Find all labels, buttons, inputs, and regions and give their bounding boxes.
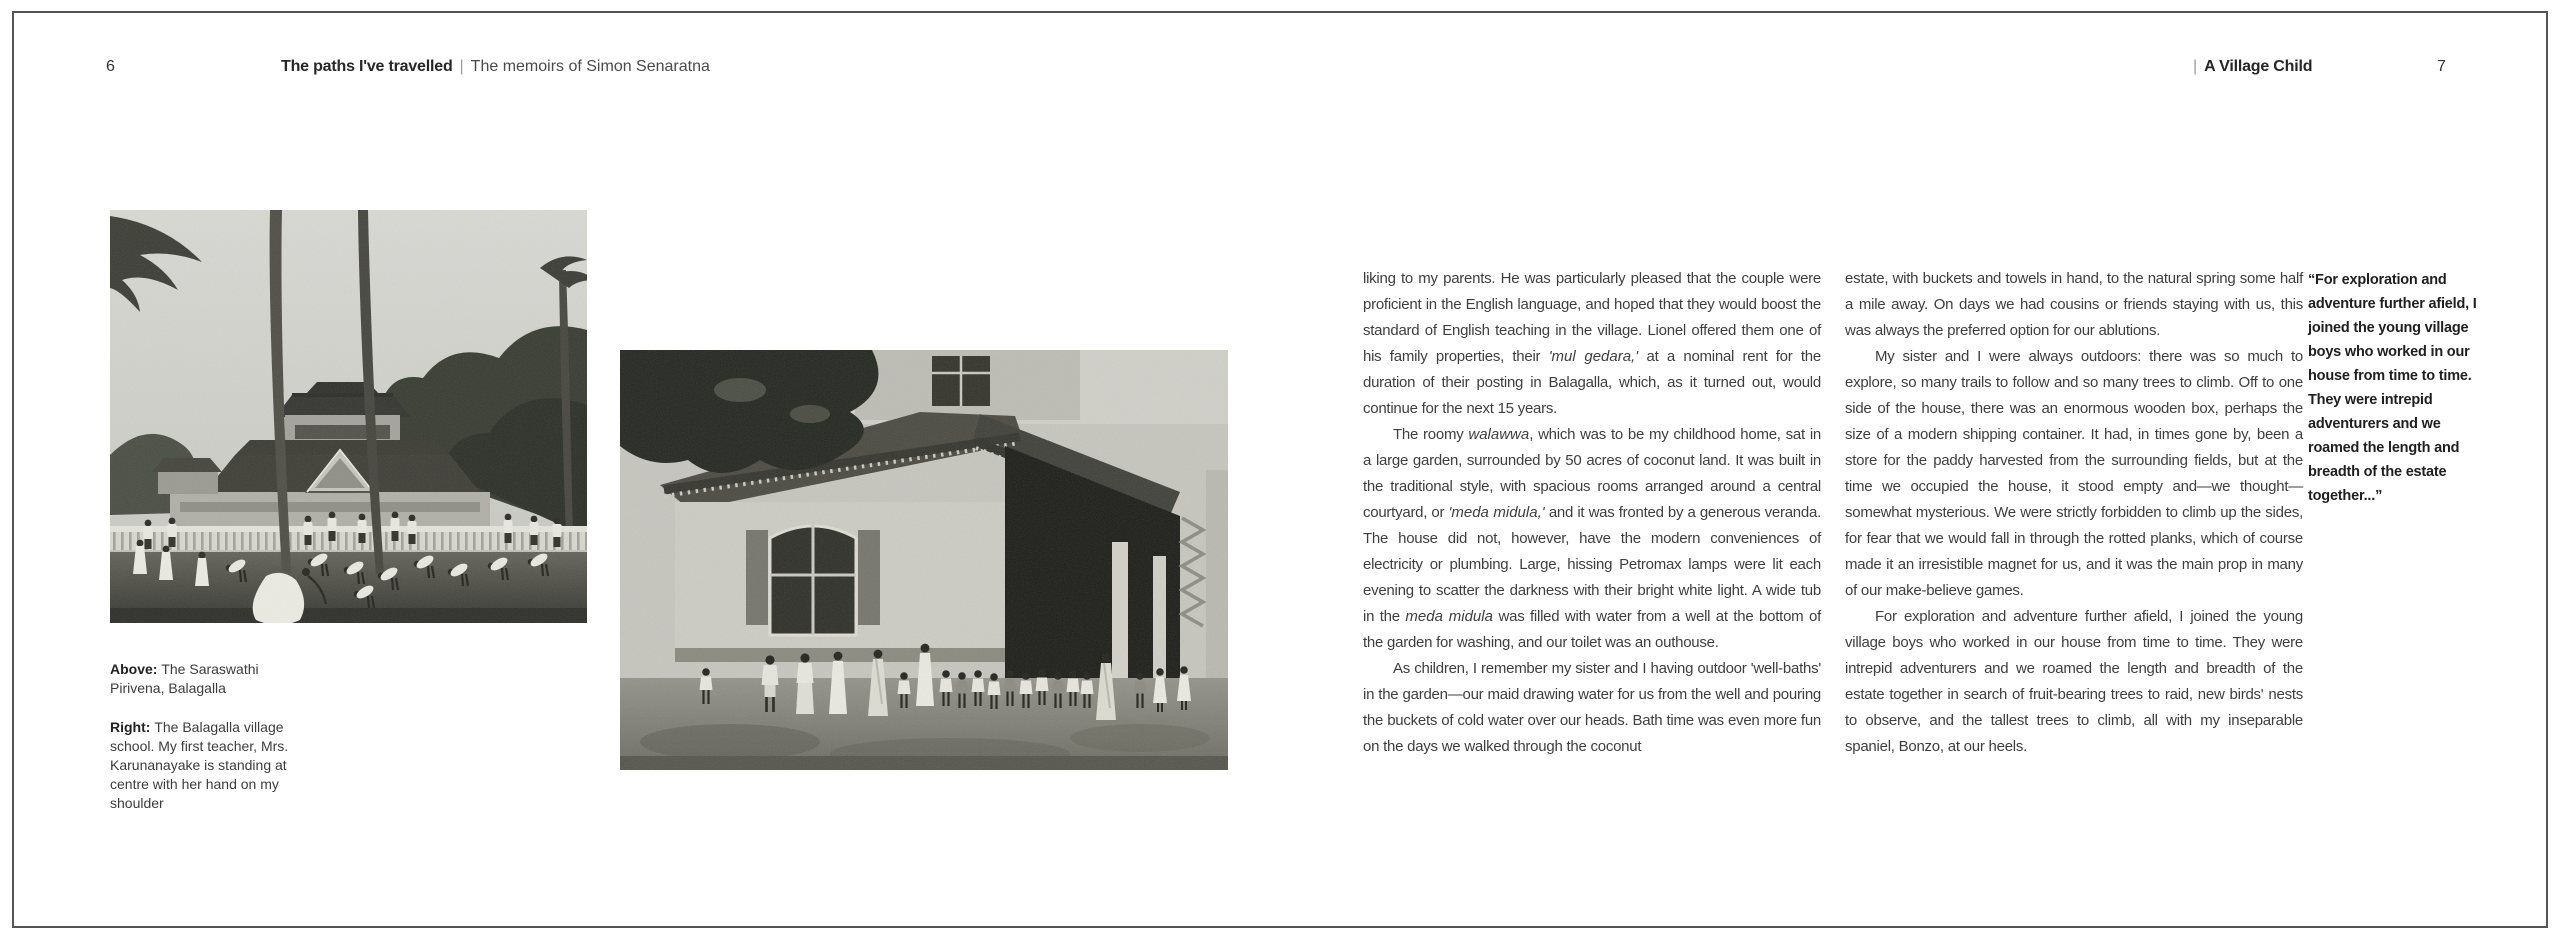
running-head-right <box>2186 58 2312 76</box>
body-paragraph: For exploration and adventure further afield, I joined the young village boys who worked in our house from time to time. They were intrepid adventurers and we roamed the length and breadth of the estate together in search of fruit-bearing trees to raid, new birds' nests to observe, and the tallest trees to climb, all with my inseparable spaniel, Bonzo, at our heels. <box>1845 608 2303 755</box>
page-number-right: 7 <box>2437 58 2446 75</box>
photo-caption: Above: The Saraswathi Pirivena, Balagalla <box>110 661 259 696</box>
body-paragraph: My sister and I were always outdoors: there was so much to explore, so many trails to follow and so many trees to climb. Off to one side of the house, there was an enormous wooden box, perhaps the size of a modern shipping container. It had, in times gone by, been a store for the paddy harvested from the surrounding fields, but at the time we occupied the house, it stood empty and—we thought—somewhat mysterious. We were strictly forbidden to climb up the sides, for fear that we would fall in through the rotted planks, which of course made it an irresistible magnet for us, and it was the main prop in many of our make-believe games. <box>1845 348 2303 599</box>
book-title: The paths I've travelled <box>281 58 453 75</box>
photo-saraswathi-pirivena <box>110 210 587 623</box>
body-paragraph: estate, with buckets and towels in hand, to the natural spring some half a mile away. On days we had cousins or friends staying with us, this was always the preferred option for our ablutions. <box>1845 270 2303 339</box>
body-paragraph: The roomy walawwa, which was to be my childhood home, sat in a large garden, surrounded by 50 acres of coconut land. It was built in the traditional style, with spacious rooms arranged around a central courtyard, or 'meda midula,' and it was fronted by a generous veranda. The house did not, however, have the modern conveniences of electricity or plumbing. Large, hissing Petromax lamps were lit each evening to scatter the darkness with their bright white light. A wide tub in the meda midula was filled with water from a well at the bottom of the garden for washing, and our toilet was an outhouse. <box>1363 426 1822 651</box>
book-subtitle: The memoirs of Simon Senaratna <box>470 58 710 75</box>
chapter-title: A Village Child <box>2204 58 2313 75</box>
page-number-left: 6 <box>106 58 115 75</box>
body-paragraph: liking to my parents. He was particularly pleased that the couple were proficient in the English language, and hoped that they would boost the standard of English teaching in the village. Lionel offered them one of his family properties, their 'mul gedara,' at a nominal rent for the duration of their posting in Balagalla, which, as it turned out, would continue for the next 15 years. <box>1363 270 1821 417</box>
pull-quote: “For exploration and adventure further afield, I joined the young village boys who worked in our house from time to time. They were intrepid adventurers and we roamed the length and breadth of the estate together...” <box>2308 272 2477 504</box>
header-separator: | <box>459 58 464 75</box>
photo-captions <box>110 660 302 833</box>
body-column-1 <box>1363 266 1821 760</box>
photo-school-illustration <box>620 350 1228 770</box>
photo-caption: Right: The Balagalla village school. My first teacher, Mrs. Karunanayake is standing at centre with her hand on my shoulder <box>110 719 289 811</box>
body-paragraph: As children, I remember my sister and I having outdoor 'well-baths' in the garden—our maid drawing water for us from the well and pouring the buckets of cold water over our heads. Bath time was even more fun on the days we walked through the coconut <box>1363 660 1821 755</box>
photo-village-school <box>620 350 1228 770</box>
header-separator: | <box>2193 58 2198 75</box>
body-column-2 <box>1845 266 2303 760</box>
photo-garden-illustration <box>110 210 587 623</box>
running-head-left <box>281 58 710 76</box>
